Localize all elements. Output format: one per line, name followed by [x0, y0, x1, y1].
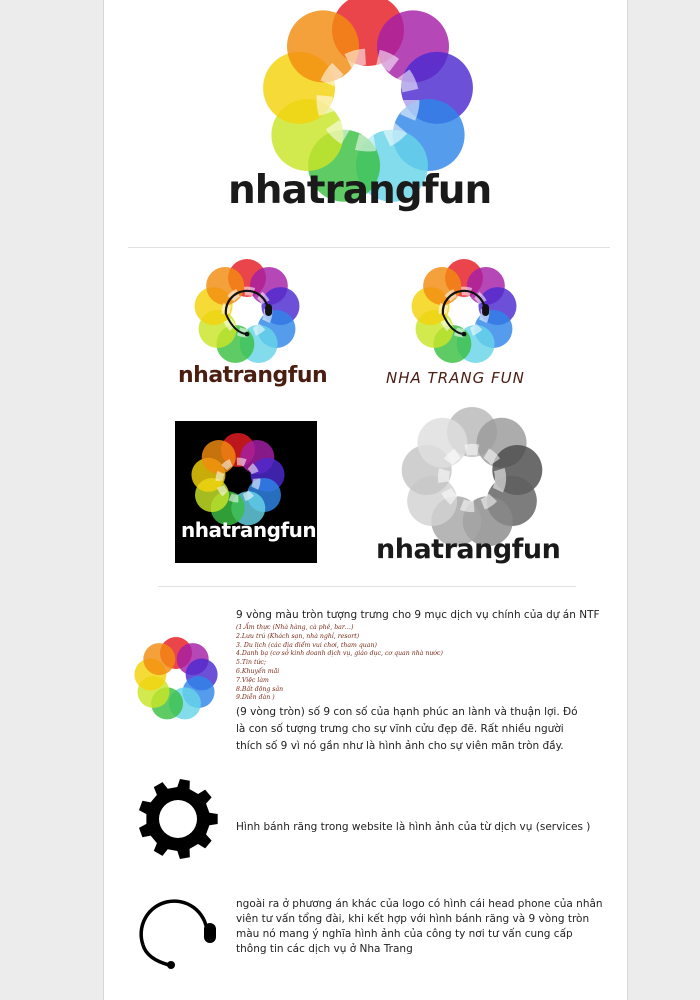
petal-circle: [206, 267, 244, 305]
main-wordmark: nhatrangfun: [228, 168, 492, 213]
black-flower-logo: [188, 430, 288, 530]
petal-circle: [202, 440, 236, 474]
gear-icon: [133, 774, 223, 864]
black-wordmark: nhatrangfun: [181, 518, 317, 542]
description-title: 9 vòng màu tròn tượng trưng cho 9 mục dịch vụ chính của dự án NTF: [236, 609, 600, 621]
petal-circle: [287, 10, 359, 82]
headphone-icon: [133, 893, 223, 973]
nine-circles-illustration: [131, 634, 221, 724]
gray-wordmark: nhatrangfun: [376, 534, 561, 565]
center-hole: [456, 462, 487, 493]
service-item: 5.Tin tức;: [236, 659, 266, 667]
headphone-description: ngoài ra ở phương án khác của logo có hình cái head phone của nhân viên tư vấn tổng đài, khi kết hợp với hình bánh răng và 9 vòng tròn màu nó mang ý nghĩa hình ảnh của công ty nơi tư vấn cung cấp thông tin các dịch vụ ở Nha Trang: [236, 898, 603, 955]
variant-flower-logo-left: [191, 256, 303, 368]
center-hole: [235, 300, 258, 323]
variant-caps-wordmark: NHA TRANG FUN: [386, 369, 525, 387]
service-item: 6.Khuyến mãi: [236, 667, 280, 675]
center-hole: [452, 300, 475, 323]
ear-cup: [265, 304, 272, 316]
mic-dot: [245, 332, 250, 337]
petal-circle: [423, 267, 461, 305]
service-item: 3. Du lịch (các địa điểm vui chơi, tham quan): [236, 641, 377, 649]
center-hole: [228, 470, 248, 490]
service-item: 4.Danh bạ (cơ sở kinh doanh dịch vụ, giáo dục, cơ quan nhà nước): [236, 650, 443, 658]
gear-description: Hình bánh răng trong website là hình ảnh của từ dịch vụ (services ): [236, 821, 591, 833]
service-item: 7.Việc làm: [236, 676, 269, 684]
service-item: 2.Lưu trú (Khách sạn, nhà nghỉ, resort): [236, 632, 360, 640]
service-item: 8.Bất động sản: [236, 685, 284, 693]
petal-circle: [143, 643, 175, 675]
service-list: [236, 624, 606, 703]
mic-dot: [462, 332, 467, 337]
ear-cup: [482, 304, 489, 316]
center-hole: [167, 670, 185, 688]
service-item: (1.Ẩm thực (Nhà hàng, cà phê, bar…): [236, 624, 354, 631]
service-item: 9.Diễn đàn ): [236, 694, 275, 702]
variant-wordmark-left: nhatrangfun: [178, 363, 328, 388]
gray-flower-logo: [398, 404, 546, 552]
center-hole: [344, 76, 392, 124]
nine-meaning-text: (9 vòng tròn) số 9 con số của hạnh phúc an lành và thuận lợi. Đó là con số tượng trưng cho sự vĩnh cửu đẹp đẽ. Rất nhiều người thích số 9 vì nó gần như là hình ảnh cho sự viên mãn tròn đầy.: [236, 706, 578, 753]
variant-flower-logo-right: [408, 256, 520, 368]
petal-circle: [417, 418, 467, 468]
gear-hole: [159, 800, 197, 838]
divider-top: [128, 247, 610, 248]
divider-middle: [158, 586, 576, 587]
nine-circles-description: [236, 608, 606, 755]
